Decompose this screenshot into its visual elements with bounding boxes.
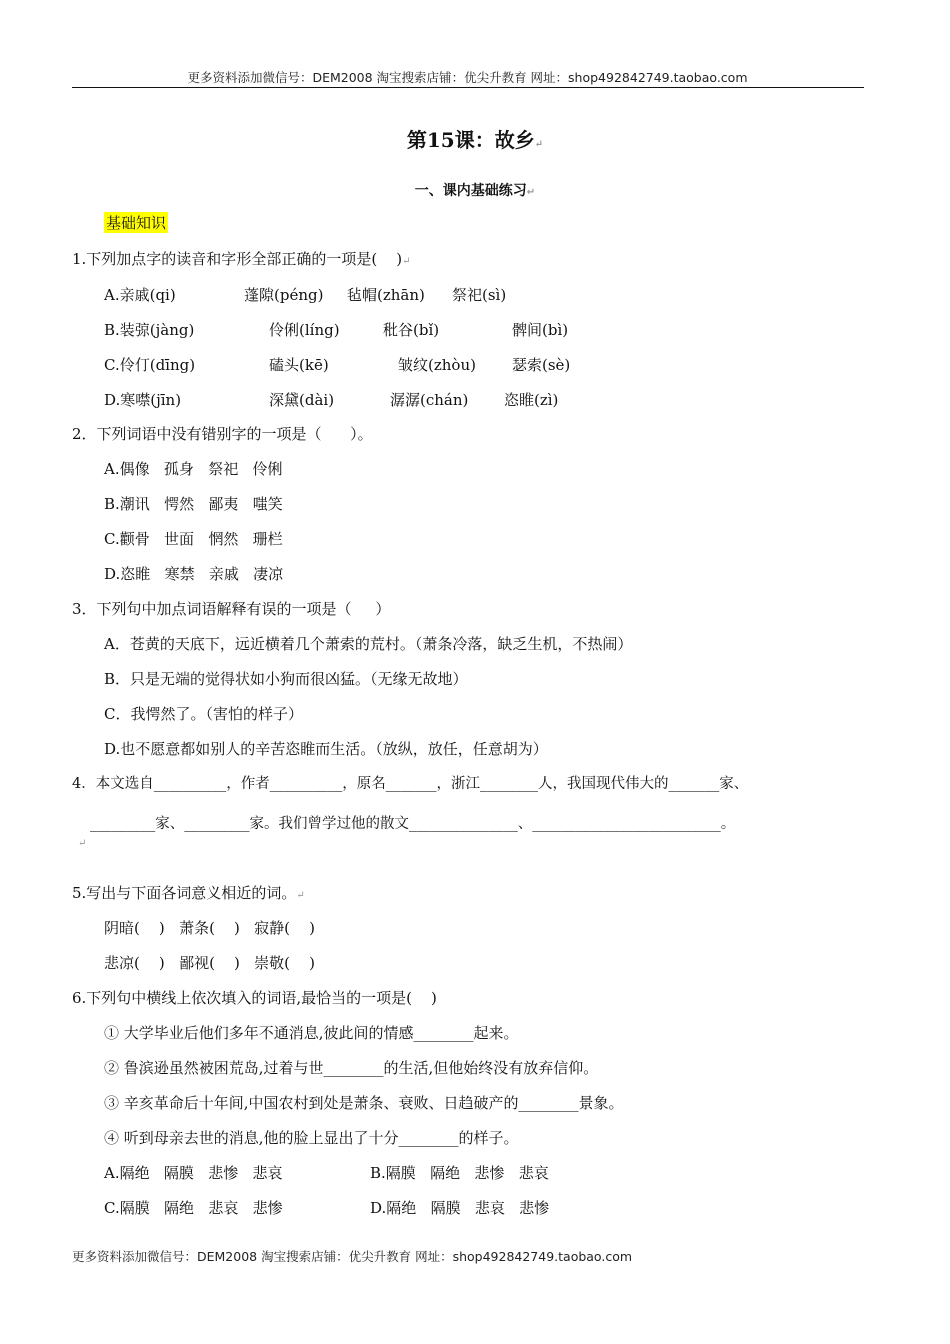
q1-option-b-2: 伶俐(líng) <box>269 321 340 339</box>
q6-sentence-3: ③ 辛亥革命后十年间,中国农村到处是萧条、衰败、日趋破产的________景象。 <box>104 1094 624 1112</box>
q5-row-2: 悲凉( ) 鄙视( ) 崇敬( ) <box>104 954 315 972</box>
q2-option-d: D.恣睢 寒禁 亲戚 凄凉 <box>104 565 284 583</box>
q2-option-b: B.潮讯 愕然 鄙夷 嗤笑 <box>104 495 283 513</box>
q3-option-c: C．我愕然了。（害怕的样子） <box>104 705 303 723</box>
paragraph-mark: ↵ <box>78 838 87 849</box>
q1-option-c-2: 磕头(kē) <box>269 356 329 374</box>
page-header: 更多资料添加微信号：DEM2008 淘宝搜索店铺：优尖升教育 网址：shop492842749.taobao.com <box>187 70 748 85</box>
q3-stem: 3．下列句中加点词语解释有误的一项是（ ） <box>72 600 391 618</box>
q1-option-a-4: 祭祀(sì) <box>452 286 507 304</box>
q6-sentence-1: ① 大学毕业后他们多年不通消息,彼此间的情感________起来。 <box>104 1024 519 1042</box>
q1-option-c-4: 瑟索(sè) <box>512 356 571 374</box>
q1-option-d-3: 潺潺(chán) <box>390 391 469 409</box>
highlighted-section-label: 基础知识 <box>106 214 167 232</box>
q6-option-d: D.隔绝 隔膜 悲哀 悲惨 <box>370 1199 550 1217</box>
q3-option-a: A．苍黄的天底下，远近横着几个萧索的荒村。（萧条冷落，缺乏生机，不热闹） <box>104 635 633 653</box>
q1-option-a-3: 毡帽(zhān) <box>347 286 425 304</box>
q5-row-1: 阴暗( ) 萧条( ) 寂静( ) <box>104 919 315 937</box>
lesson-title: 第15课：故乡↵ <box>406 128 544 152</box>
q6-option-c: C.隔膜 隔绝 悲哀 悲惨 <box>104 1199 283 1217</box>
q1-option-b-3: 秕谷(bǐ) <box>383 321 440 339</box>
q6-sentence-2: ② 鲁滨逊虽然被困荒岛,过着与世________的生活,但他始终没有放弃信仰。 <box>104 1059 599 1077</box>
q1-option-d-1: D.寒噤(jīn) <box>104 391 182 409</box>
section-subtitle: 一、课内基础练习↵ <box>414 183 536 199</box>
q6-sentence-4: ④ 听到母亲去世的消息,他的脸上显出了十分________的样子。 <box>104 1129 519 1147</box>
q4-line-1: 4．本文选自__________，作者__________，原名_______，浙江________人，我国现代伟大的_______家、 <box>72 776 749 792</box>
header-rule <box>72 87 864 88</box>
q4-line-2: _________家、_________家。我们曾学过他的散文_______________、__________________________。 <box>90 816 736 832</box>
q1-option-c-1: C.伶仃(dīng) <box>104 356 196 374</box>
q6-stem: 6.下列句中横线上依次填入的词语,最恰当的一项是( ) <box>72 989 437 1007</box>
q3-option-d: D.也不愿意都如别人的辛苦恣睢而生活。（放纵，放任，任意胡为） <box>104 740 548 758</box>
q1-option-d-2: 深黛(dài) <box>269 391 335 409</box>
page-footer: 更多资料添加微信号：DEM2008 淘宝搜索店铺：优尖升教育 网址：shop492842749.taobao.com <box>72 1249 633 1264</box>
q1-option-b-1: B.装弶(jàng) <box>104 321 195 339</box>
q2-stem: 2．下列词语中没有错别字的一项是（ ）。 <box>72 425 373 443</box>
q1-option-c-3: 皱纹(zhòu) <box>398 356 476 374</box>
q1-option-d-4: 恣睢(zì) <box>504 391 559 409</box>
q5-stem: 5.写出与下面各词意义相近的词。↵ <box>72 884 305 902</box>
q3-option-b: B．只是无端的觉得状如小狗而很凶猛。（无缘无故地） <box>104 670 468 688</box>
q2-option-c: C.颧骨 世面 惘然 珊栏 <box>104 530 283 548</box>
q1-option-b-4: 髀间(bì) <box>512 321 569 339</box>
q1-option-a-1: A.亲戚(qi) <box>104 286 176 304</box>
q1-option-a-2: 蓬隙(péng) <box>244 286 324 304</box>
q6-option-a: A.隔绝 隔膜 悲惨 悲哀 <box>104 1164 283 1182</box>
q2-option-a: A.偶像 孤身 祭祀 伶俐 <box>104 460 283 478</box>
q1-stem: 1.下列加点字的读音和字形全部正确的一项是( )↵ <box>72 250 411 268</box>
q6-option-b: B.隔膜 隔绝 悲惨 悲哀 <box>370 1164 549 1182</box>
